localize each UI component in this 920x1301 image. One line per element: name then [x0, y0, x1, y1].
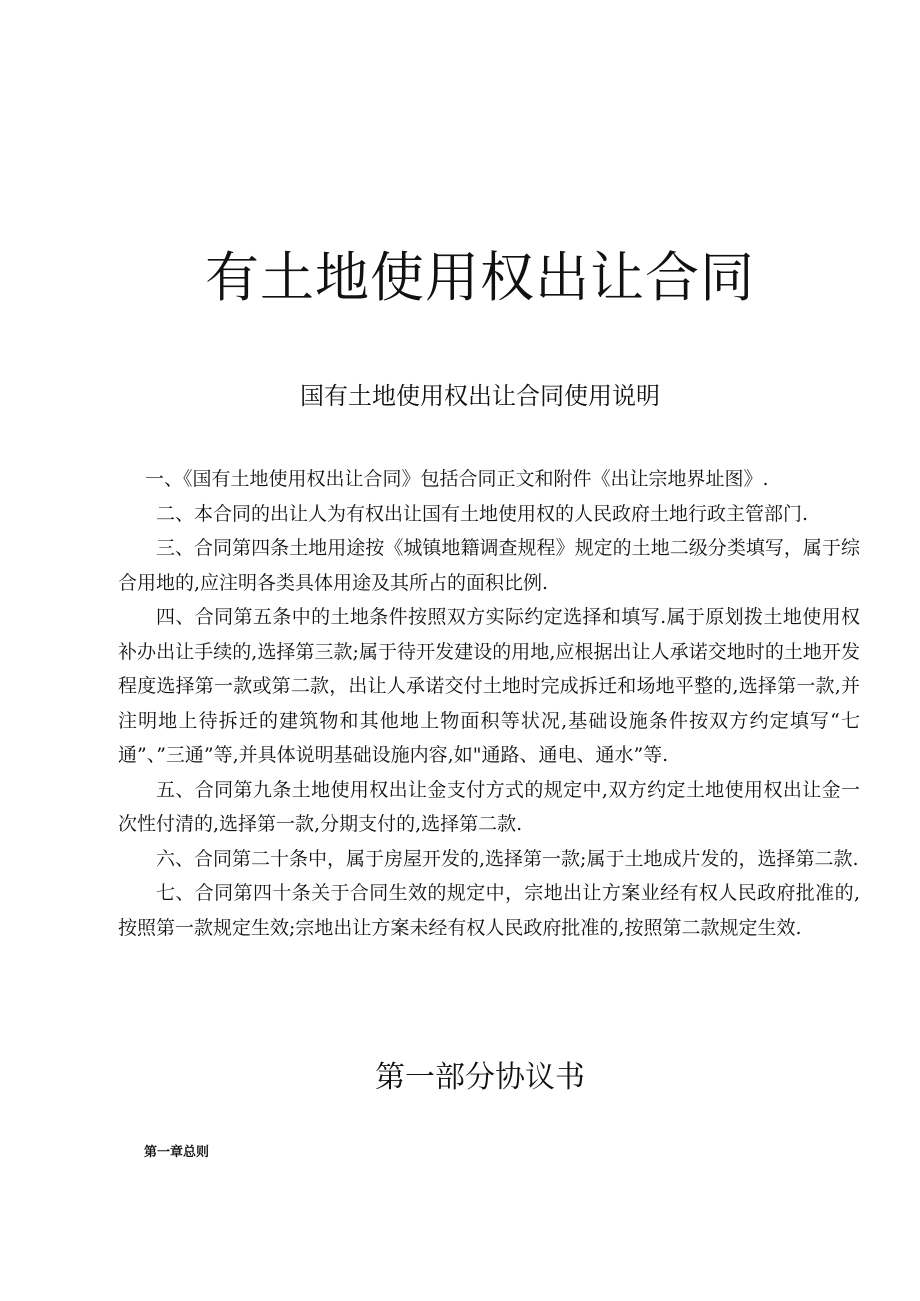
instruction-paragraph-2: 二、本合同的出让人为有权出让国有土地使用权的人民政府土地行政主管部门. [156, 502, 809, 525]
document-title: 有土地使用权出让合同 [205, 246, 755, 309]
instruction-paragraph-1: 一、《国有土地使用权出让合同》包括合同正文和附件《出让宗地界址图》. [145, 468, 769, 490]
instructions-body [118, 462, 860, 945]
instruction-paragraph-6: 六、合同第二十条中，属于房屋开发的,选择第一款;属于土地成片发的，选择第二款. [156, 847, 859, 870]
section-title: 第一部分协议书 [375, 1060, 585, 1095]
instruction-paragraph-3: 三、合同第四条土地用途按《城镇地籍调查规程》规定的土地二级分类填写，属于综合用地的,应注明各类具体用途及其所占的面积比例. [118, 537, 860, 594]
instruction-paragraph-7: 七、合同第四十条关于合同生效的规定中，宗地出让方案业经有权人民政府批准的,按照第一款规定生效;宗地出让方案未经有权人民政府批准的,按照第二款规定生效. [118, 882, 860, 939]
instruction-paragraph-5: 五、合同第九条土地使用权出让金支付方式的规定中,双方约定土地使用权出让金一次性付清的,选择第一款,分期支付的,选择第二款. [118, 778, 860, 835]
document-subtitle: 国有土地使用权出让合同使用说明 [300, 382, 660, 410]
chapter-heading: 第一章总则 [144, 1145, 210, 1160]
instruction-paragraph-4: 四、合同第五条中的土地条件按照双方实际约定选择和填写.属于原划拨土地使用权补办出让手续的,选择第三款;属于待开发建设的用地,应根据出让人承诺交地时的土地开发程度选择第一款或第二款，出让人承诺交付土地时完成拆迁和场地平整的,选择第一款,并注明地上待拆迁的建筑物和其他地上物面积等状况,基础设施条件按双方约定填写“七通”、”三通”等,并具体说明基础设施内容,如"通路、通电、通水”等. [118, 606, 860, 766]
